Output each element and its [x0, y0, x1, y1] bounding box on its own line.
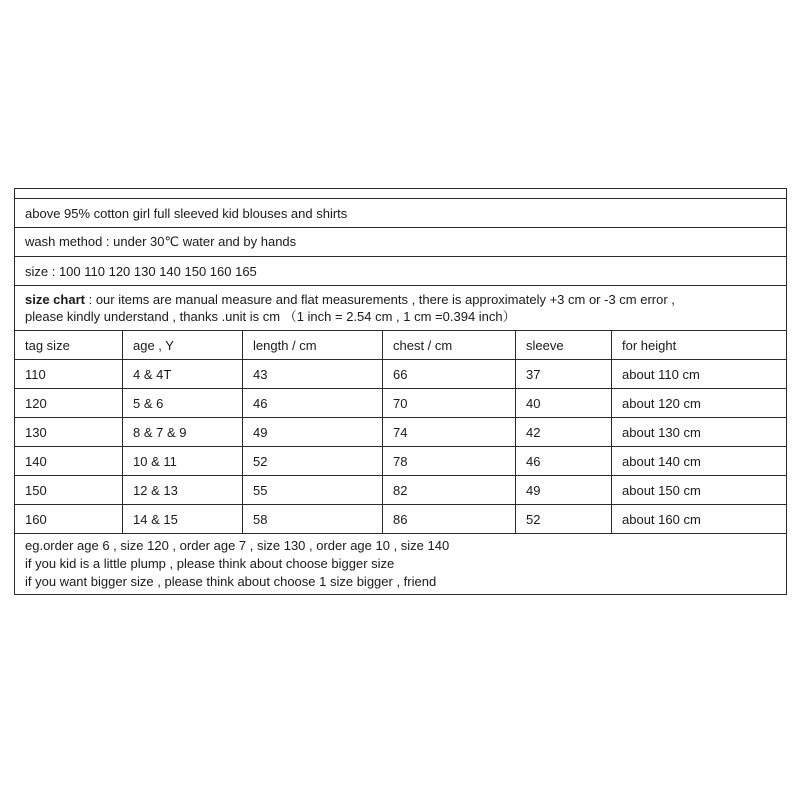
notes-row	[15, 534, 787, 595]
cell-age: 14 & 15	[123, 505, 243, 534]
cell-chest: 70	[383, 389, 516, 418]
table-row	[15, 418, 787, 447]
cell-chest: 74	[383, 418, 516, 447]
cell-sleeve: 49	[516, 476, 612, 505]
table-header-row	[15, 331, 787, 360]
cell-tag-size: 110	[15, 360, 123, 389]
cell-chest: 86	[383, 505, 516, 534]
note-line: if you want bigger size , please think about choose 1 size bigger , friend	[25, 574, 437, 589]
material-row	[15, 199, 787, 228]
size-chart-note-line-1	[25, 291, 786, 308]
table-row	[15, 389, 787, 418]
cell-age: 4 & 4T	[123, 360, 243, 389]
cell-tag-size: 130	[15, 418, 123, 447]
cell-age: 5 & 6	[123, 389, 243, 418]
header-chest: chest / cm	[383, 331, 516, 360]
note-line: eg.order age 6 , size 120 , order age 7 , size 130 , order age 10 , size 140	[25, 538, 450, 553]
table-top-spacer-row	[15, 189, 787, 199]
cell-sleeve: 37	[516, 360, 612, 389]
cell-length: 52	[243, 447, 383, 476]
cell-age: 8 & 7 & 9	[123, 418, 243, 447]
note-line: if you kid is a little plump , please think about choose bigger size	[25, 556, 395, 571]
size-list-row	[15, 257, 787, 286]
cell-length: 46	[243, 389, 383, 418]
header-for-height: for height	[612, 331, 787, 360]
header-sleeve: sleeve	[516, 331, 612, 360]
cell-tag-size: 160	[15, 505, 123, 534]
cell-tag-size: 120	[15, 389, 123, 418]
size-list-text: size : 100 110 120 130 140 150 160 165	[15, 257, 787, 286]
cell-for-height: about 160 cm	[612, 505, 787, 534]
cell-for-height: about 150 cm	[612, 476, 787, 505]
table-row	[15, 360, 787, 389]
size-chart-note	[15, 286, 787, 331]
cell-length: 49	[243, 418, 383, 447]
cell-for-height: about 140 cm	[612, 447, 787, 476]
cell-sleeve: 40	[516, 389, 612, 418]
size-chart-note-row	[15, 286, 787, 331]
cell-tag-size: 150	[15, 476, 123, 505]
cell-length: 58	[243, 505, 383, 534]
table-row	[15, 447, 787, 476]
cell-chest: 78	[383, 447, 516, 476]
cell-for-height: about 130 cm	[612, 418, 787, 447]
table-row	[15, 476, 787, 505]
cell-tag-size: 140	[15, 447, 123, 476]
wash-method-text: wash method : under 30℃ water and by hands	[15, 228, 787, 257]
wash-method-row	[15, 228, 787, 257]
notes-cell	[15, 534, 787, 595]
cell-length: 43	[243, 360, 383, 389]
cell-for-height: about 120 cm	[612, 389, 787, 418]
cell-sleeve: 52	[516, 505, 612, 534]
size-chart-table	[14, 188, 787, 595]
header-tag-size: tag size	[15, 331, 123, 360]
cell-age: 12 & 13	[123, 476, 243, 505]
header-age: age , Y	[123, 331, 243, 360]
cell-chest: 82	[383, 476, 516, 505]
cell-age: 10 & 11	[123, 447, 243, 476]
table-row	[15, 505, 787, 534]
cell-sleeve: 42	[516, 418, 612, 447]
header-length: length / cm	[243, 331, 383, 360]
material-text: above 95% cotton girl full sleeved kid blouses and shirts	[15, 199, 787, 228]
cell-sleeve: 46	[516, 447, 612, 476]
cell-chest: 66	[383, 360, 516, 389]
size-chart-title: size chart	[25, 292, 85, 307]
cell-for-height: about 110 cm	[612, 360, 787, 389]
size-chart-note-line-2: please kindly understand , thanks .unit is cm （1 inch = 2.54 cm , 1 cm =0.394 inch）	[25, 309, 516, 324]
cell-length: 55	[243, 476, 383, 505]
size-chart-note-text-1: : our items are manual measure and flat measurements , there is approximately +3 cm or -3 cm error ,	[84, 292, 675, 307]
